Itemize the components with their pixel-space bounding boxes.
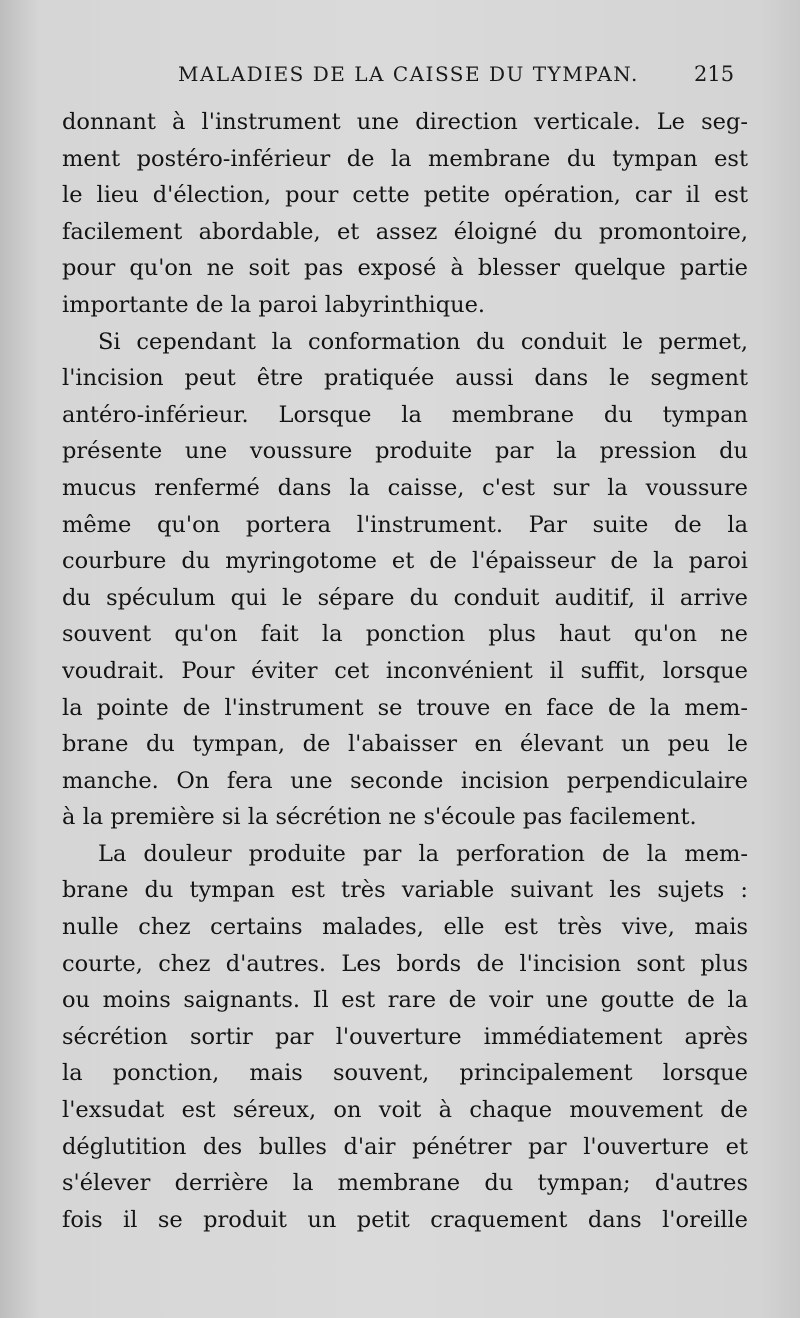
running-title: MALADIES DE LA CAISSE DU TYMPAN. (178, 62, 639, 86)
text-line: s'élever derrière la membrane du tympan; d'autres (62, 1170, 748, 1197)
text-line: l'incision peut être pratiquée aussi dans le segment (62, 365, 748, 392)
text-line: La douleur produite par la perforation de la mem- (98, 840, 748, 867)
text-line: ou moins saignants. Il est rare de voir une goutte de la (62, 987, 748, 1014)
text-line: le lieu d'élection, pour cette petite opération, car il est (62, 182, 748, 209)
text-line: antéro-inférieur. Lorsque la membrane du tympan (62, 401, 748, 428)
text-line: la pointe de l'instrument se trouve en face de la mem- (62, 694, 748, 721)
text-line: ment postéro-inférieur de la membrane du tympan est (62, 145, 748, 172)
text-line: brane du tympan est très variable suivant les sujets : (62, 877, 748, 904)
text-line: présente une voussure produite par la pression du (62, 438, 748, 465)
text-line: fois il se produit un petit craquement dans l'oreille (62, 1206, 748, 1233)
page-header (0, 62, 800, 92)
text-line: courte, chez d'autres. Les bords de l'incision sont plus (62, 950, 748, 977)
page-number: 215 (694, 62, 735, 86)
text-line: souvent qu'on fait la ponction plus haut qu'on ne (62, 621, 748, 648)
text-line: donnant à l'instrument une direction verticale. Le seg- (62, 109, 748, 135)
text-line: du spéculum qui le sépare du conduit auditif, il arrive (62, 584, 748, 611)
text-line: mucus renfermé dans la caisse, c'est sur la voussure (62, 474, 748, 501)
text-line: à la première si la sécrétion ne s'écoule pas facilement. (62, 804, 697, 831)
text-line: la ponction, mais souvent, principalement lorsque (62, 1060, 748, 1087)
text-line: Si cependant la conformation du conduit le permet, (98, 328, 748, 355)
text-line: pour qu'on ne soit pas exposé à blesser quelque partie (62, 255, 748, 282)
text-line: brane du tympan, de l'abaisser en élevant un peu le (62, 731, 748, 758)
text-line: nulle chez certains malades, elle est très vive, mais (62, 914, 748, 941)
text-line: courbure du myringotome et de l'épaisseur de la paroi (62, 548, 748, 575)
text-line: importante de la paroi labyrinthique. (62, 291, 486, 318)
text-line: l'exsudat est séreux, on voit à chaque mouvement de (62, 1097, 748, 1124)
text-line: manche. On fera une seconde incision perpendiculaire (62, 767, 748, 794)
text-line: sécrétion sortir par l'ouverture immédiatement après (62, 1023, 748, 1050)
text-line: déglutition des bulles d'air pénétrer par l'ouverture et (62, 1133, 748, 1160)
text-line: même qu'on portera l'instrument. Par suite de la (62, 511, 748, 538)
text-line: facilement abordable, et assez éloigné du promontoire, (62, 218, 748, 245)
text-line: voudrait. Pour éviter cet inconvénient il suffit, lorsque (62, 657, 748, 684)
body-text (62, 104, 748, 1238)
